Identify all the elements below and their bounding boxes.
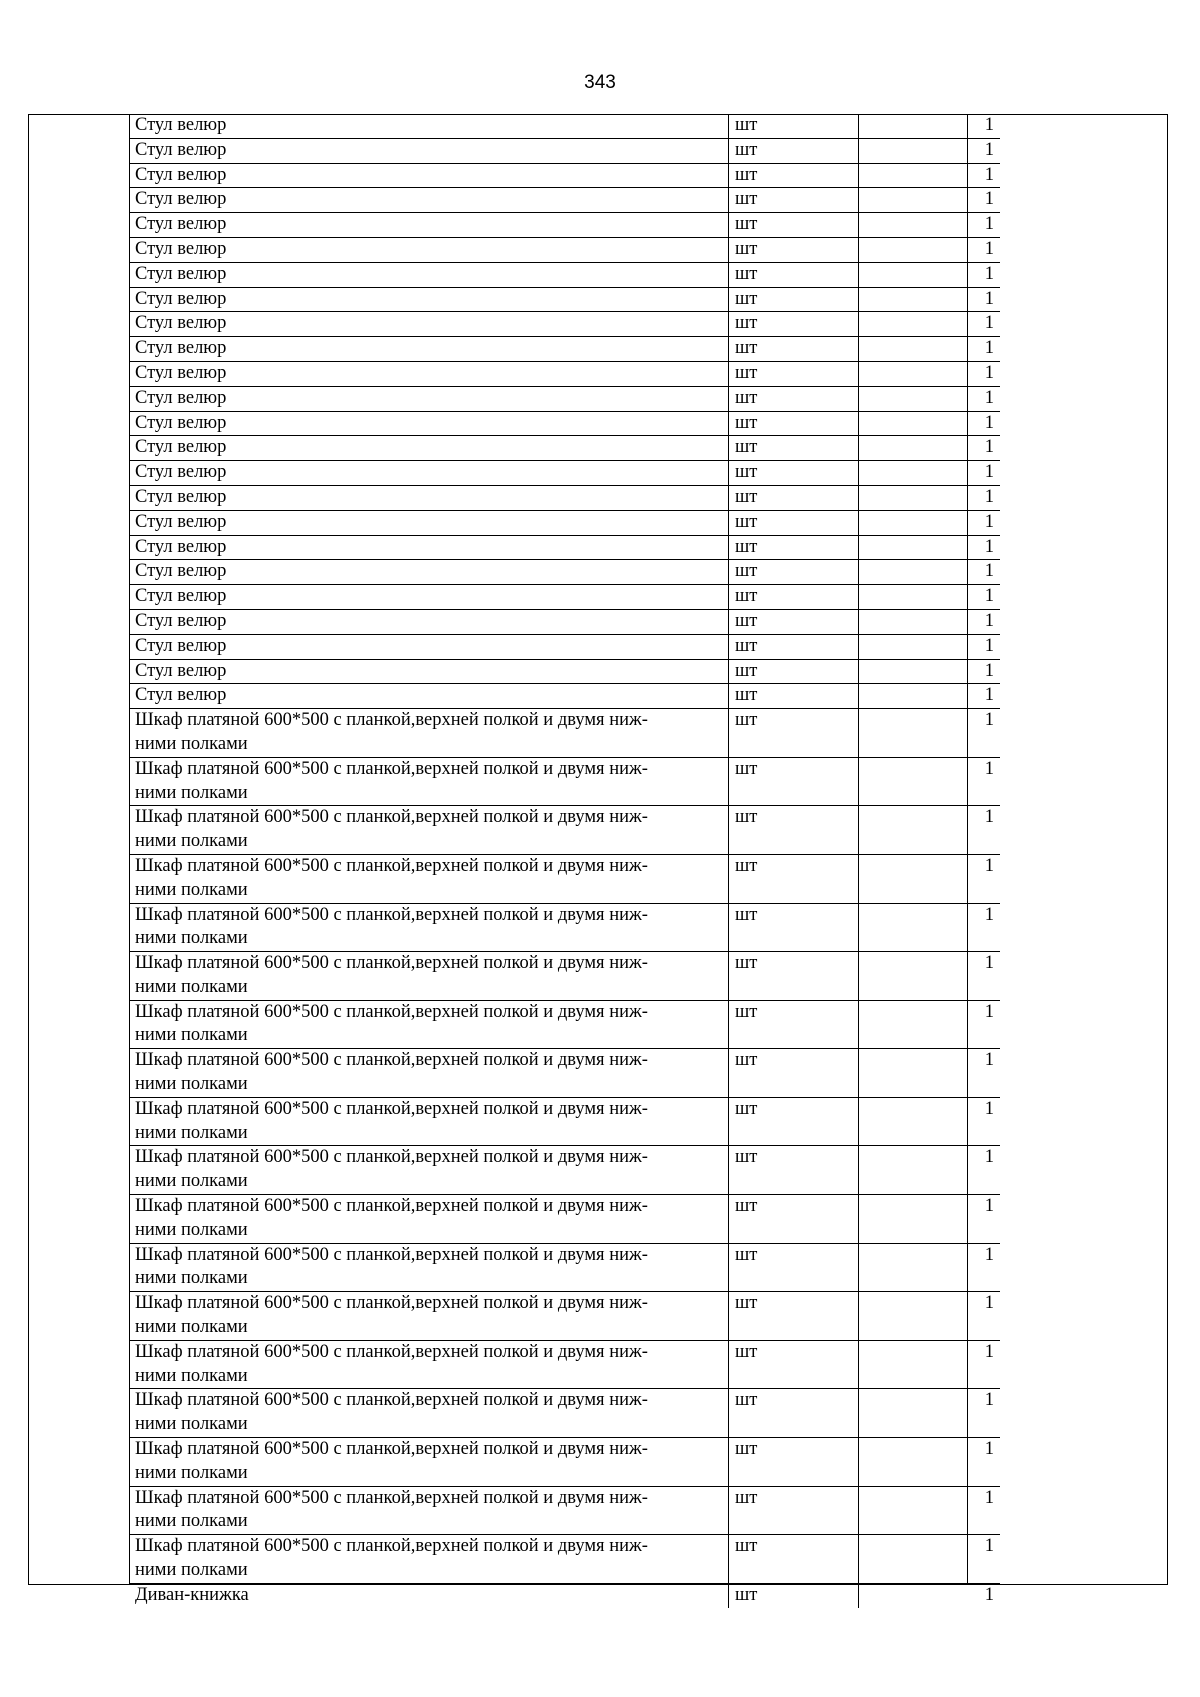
item-unit: шт bbox=[729, 386, 859, 411]
item-quantity: 1 bbox=[859, 1195, 1001, 1244]
item-quantity: 1 bbox=[859, 1049, 1001, 1098]
item-unit: шт bbox=[729, 560, 859, 585]
item-name: Шкаф платяной 600*500 с планкой,верхней полкой и двумя ниж- bbox=[135, 1487, 648, 1508]
item-unit: шт bbox=[729, 485, 859, 510]
item-name-cell bbox=[129, 952, 729, 1001]
item-name-cell bbox=[129, 609, 729, 634]
table-row bbox=[129, 485, 1000, 510]
item-name: Шкаф платяной 600*500 с планкой,верхней полкой и двумя ниж- bbox=[135, 1050, 648, 1071]
item-unit: шт bbox=[729, 510, 859, 535]
item-unit: шт bbox=[729, 1292, 859, 1341]
table-row bbox=[129, 684, 1000, 709]
item-name: Диван-книжка bbox=[135, 1584, 249, 1605]
item-unit: шт bbox=[729, 312, 859, 337]
table-row bbox=[129, 659, 1000, 684]
item-name: Шкаф платяной 600*500 с планкой,верхней полкой и двумя ниж- bbox=[135, 807, 648, 828]
item-name-cell bbox=[129, 337, 729, 362]
item-unit: шт bbox=[729, 1340, 859, 1389]
item-unit: шт bbox=[729, 806, 859, 855]
item-unit: шт bbox=[729, 411, 859, 436]
item-name-cell bbox=[129, 1389, 729, 1438]
item-quantity: 1 bbox=[859, 806, 1001, 855]
item-unit: шт bbox=[729, 461, 859, 486]
table-row bbox=[129, 757, 1000, 806]
item-name: Стул велюр bbox=[135, 338, 227, 359]
item-name: Шкаф платяной 600*500 с планкой,верхней полкой и двумя ниж- bbox=[135, 1439, 648, 1460]
table-row bbox=[129, 114, 1000, 138]
item-unit: шт bbox=[729, 1438, 859, 1487]
table-row bbox=[129, 1583, 1000, 1607]
item-name-continuation: ними полками bbox=[135, 1560, 248, 1581]
table-row bbox=[129, 262, 1000, 287]
item-name-cell bbox=[129, 1049, 729, 1098]
item-name: Стул велюр bbox=[135, 263, 227, 284]
item-name-cell bbox=[129, 757, 729, 806]
item-name-cell bbox=[129, 485, 729, 510]
item-name-cell bbox=[129, 411, 729, 436]
item-unit: шт bbox=[729, 585, 859, 610]
item-name-continuation: ними полками bbox=[135, 1511, 248, 1532]
item-unit: шт bbox=[729, 757, 859, 806]
item-name-cell bbox=[129, 1340, 729, 1389]
item-name-continuation: ними полками bbox=[135, 1074, 248, 1095]
item-name: Стул велюр bbox=[135, 511, 227, 532]
item-name-continuation: ними полками bbox=[135, 1171, 248, 1192]
item-name: Стул велюр bbox=[135, 561, 227, 582]
item-quantity: 1 bbox=[859, 1583, 1001, 1607]
table-row bbox=[129, 163, 1000, 188]
item-quantity: 1 bbox=[859, 163, 1001, 188]
item-name: Стул велюр bbox=[135, 586, 227, 607]
item-name-cell bbox=[129, 1438, 729, 1487]
item-name-cell bbox=[129, 213, 729, 238]
table-row bbox=[129, 1486, 1000, 1535]
table-row bbox=[129, 287, 1000, 312]
item-name: Стул велюр bbox=[135, 685, 227, 706]
item-quantity: 1 bbox=[859, 709, 1001, 758]
table-row bbox=[129, 1243, 1000, 1292]
table-row bbox=[129, 1000, 1000, 1049]
item-unit: шт bbox=[729, 1583, 859, 1607]
item-name-continuation: ними полками bbox=[135, 1268, 248, 1289]
item-name: Шкаф платяной 600*500 с планкой,верхней полкой и двумя ниж- bbox=[135, 1293, 648, 1314]
item-unit: шт bbox=[729, 609, 859, 634]
table-row bbox=[129, 337, 1000, 362]
item-name-cell bbox=[129, 1097, 729, 1146]
item-quantity: 1 bbox=[859, 213, 1001, 238]
item-unit: шт bbox=[729, 903, 859, 952]
item-name-continuation: ними полками bbox=[135, 1219, 248, 1240]
item-name-cell bbox=[129, 1535, 729, 1584]
item-unit: шт bbox=[729, 237, 859, 262]
item-name: Шкаф платяной 600*500 с планкой,верхней полкой и двумя ниж- bbox=[135, 758, 648, 779]
item-quantity: 1 bbox=[859, 854, 1001, 903]
item-name-cell bbox=[129, 287, 729, 312]
item-name: Шкаф платяной 600*500 с планкой,верхней полкой и двумя ниж- bbox=[135, 953, 648, 974]
item-name: Стул велюр bbox=[135, 139, 227, 160]
item-name: Стул велюр bbox=[135, 412, 227, 433]
item-quantity: 1 bbox=[859, 1292, 1001, 1341]
table-row bbox=[129, 237, 1000, 262]
table-row bbox=[129, 436, 1000, 461]
item-quantity: 1 bbox=[859, 1243, 1001, 1292]
item-name-continuation: ними полками bbox=[135, 976, 248, 997]
item-unit: шт bbox=[729, 213, 859, 238]
item-name-continuation: ними полками bbox=[135, 782, 248, 803]
item-quantity: 1 bbox=[859, 535, 1001, 560]
table-row bbox=[129, 1146, 1000, 1195]
item-unit: шт bbox=[729, 1000, 859, 1049]
table-row bbox=[129, 1340, 1000, 1389]
item-name-cell bbox=[129, 188, 729, 213]
item-quantity: 1 bbox=[859, 510, 1001, 535]
table-row bbox=[129, 609, 1000, 634]
table-row bbox=[129, 854, 1000, 903]
item-quantity: 1 bbox=[859, 609, 1001, 634]
item-unit: шт bbox=[729, 709, 859, 758]
item-name: Стул велюр bbox=[135, 437, 227, 458]
item-name: Стул велюр bbox=[135, 313, 227, 334]
item-name: Шкаф платяной 600*500 с планкой,верхней полкой и двумя ниж- bbox=[135, 1536, 648, 1557]
item-name-continuation: ними полками bbox=[135, 1462, 248, 1483]
item-name: Шкаф платяной 600*500 с планкой,верхней полкой и двумя ниж- bbox=[135, 1196, 648, 1217]
item-name: Шкаф платяной 600*500 с планкой,верхней полкой и двумя ниж- bbox=[135, 1244, 648, 1265]
item-unit: шт bbox=[729, 854, 859, 903]
item-name-cell bbox=[129, 262, 729, 287]
item-unit: шт bbox=[729, 1049, 859, 1098]
table-row bbox=[129, 510, 1000, 535]
item-name: Шкаф платяной 600*500 с планкой,верхней полкой и двумя ниж- bbox=[135, 855, 648, 876]
table-row bbox=[129, 411, 1000, 436]
table-row bbox=[129, 1389, 1000, 1438]
item-name-cell bbox=[129, 138, 729, 163]
item-name: Шкаф платяной 600*500 с планкой,верхней полкой и двумя ниж- bbox=[135, 1341, 648, 1362]
item-quantity: 1 bbox=[859, 684, 1001, 709]
item-name: Шкаф платяной 600*500 с планкой,верхней полкой и двумя ниж- bbox=[135, 710, 648, 731]
item-unit: шт bbox=[729, 1146, 859, 1195]
item-name: Стул велюр bbox=[135, 189, 227, 210]
item-name: Стул велюр bbox=[135, 462, 227, 483]
item-name-continuation: ними полками bbox=[135, 733, 248, 754]
item-name-cell bbox=[129, 163, 729, 188]
item-unit: шт bbox=[729, 1195, 859, 1244]
item-name-cell bbox=[129, 634, 729, 659]
item-unit: шт bbox=[729, 114, 859, 138]
table-row bbox=[129, 806, 1000, 855]
item-quantity: 1 bbox=[859, 1340, 1001, 1389]
table-row bbox=[129, 361, 1000, 386]
item-unit: шт bbox=[729, 188, 859, 213]
item-quantity: 1 bbox=[859, 1389, 1001, 1438]
item-quantity: 1 bbox=[859, 114, 1001, 138]
item-name-cell bbox=[129, 114, 729, 138]
item-unit: шт bbox=[729, 1389, 859, 1438]
item-name-cell bbox=[129, 1000, 729, 1049]
item-name: Шкаф платяной 600*500 с планкой,верхней полкой и двумя ниж- bbox=[135, 1390, 648, 1411]
item-name-cell bbox=[129, 1292, 729, 1341]
item-quantity: 1 bbox=[859, 287, 1001, 312]
item-quantity: 1 bbox=[859, 237, 1001, 262]
table-row bbox=[129, 312, 1000, 337]
item-quantity: 1 bbox=[859, 337, 1001, 362]
item-quantity: 1 bbox=[859, 757, 1001, 806]
item-name: Стул велюр bbox=[135, 115, 227, 135]
item-name: Шкаф платяной 600*500 с планкой,верхней полкой и двумя ниж- bbox=[135, 1098, 648, 1119]
item-name-cell bbox=[129, 1243, 729, 1292]
item-name-cell bbox=[129, 854, 729, 903]
item-name-continuation: ними полками bbox=[135, 879, 248, 900]
item-name-continuation: ними полками bbox=[135, 1414, 248, 1435]
item-unit: шт bbox=[729, 684, 859, 709]
item-name-cell bbox=[129, 237, 729, 262]
item-name-continuation: ними полками bbox=[135, 928, 248, 949]
item-name: Стул велюр bbox=[135, 536, 227, 557]
item-name-continuation: ними полками bbox=[135, 1317, 248, 1338]
item-unit: шт bbox=[729, 337, 859, 362]
item-name: Стул велюр bbox=[135, 288, 227, 309]
item-quantity: 1 bbox=[859, 1438, 1001, 1487]
table-row bbox=[129, 1195, 1000, 1244]
item-quantity: 1 bbox=[859, 436, 1001, 461]
item-quantity: 1 bbox=[859, 386, 1001, 411]
item-name-continuation: ними полками bbox=[135, 1025, 248, 1046]
item-unit: шт bbox=[729, 1486, 859, 1535]
item-unit: шт bbox=[729, 1243, 859, 1292]
item-name: Стул велюр bbox=[135, 214, 227, 235]
item-unit: шт bbox=[729, 952, 859, 1001]
item-quantity: 1 bbox=[859, 952, 1001, 1001]
table-row bbox=[129, 188, 1000, 213]
inventory-table bbox=[129, 114, 1000, 1608]
item-quantity: 1 bbox=[859, 312, 1001, 337]
table-row bbox=[129, 1438, 1000, 1487]
item-name: Стул велюр bbox=[135, 635, 227, 656]
table-row bbox=[129, 213, 1000, 238]
item-name-cell bbox=[129, 436, 729, 461]
table-row bbox=[129, 138, 1000, 163]
item-name: Стул велюр bbox=[135, 238, 227, 259]
item-name: Стул велюр bbox=[135, 610, 227, 631]
item-name-cell bbox=[129, 585, 729, 610]
item-name-cell bbox=[129, 386, 729, 411]
item-name-cell bbox=[129, 684, 729, 709]
table-row bbox=[129, 461, 1000, 486]
item-unit: шт bbox=[729, 659, 859, 684]
item-name-cell bbox=[129, 1486, 729, 1535]
item-name: Стул велюр bbox=[135, 660, 227, 681]
item-name-cell bbox=[129, 510, 729, 535]
item-name: Стул велюр bbox=[135, 486, 227, 507]
item-quantity: 1 bbox=[859, 485, 1001, 510]
item-unit: шт bbox=[729, 287, 859, 312]
table-row bbox=[129, 1049, 1000, 1098]
table-row bbox=[129, 560, 1000, 585]
item-name-cell bbox=[129, 560, 729, 585]
item-name-continuation: ними полками bbox=[135, 1122, 248, 1143]
item-quantity: 1 bbox=[859, 411, 1001, 436]
item-quantity: 1 bbox=[859, 361, 1001, 386]
item-quantity: 1 bbox=[859, 1097, 1001, 1146]
item-name-cell bbox=[129, 709, 729, 758]
item-name: Шкаф платяной 600*500 с планкой,верхней полкой и двумя ниж- bbox=[135, 1001, 648, 1022]
item-unit: шт bbox=[729, 138, 859, 163]
item-name-cell bbox=[129, 1146, 729, 1195]
item-unit: шт bbox=[729, 535, 859, 560]
item-quantity: 1 bbox=[859, 585, 1001, 610]
item-unit: шт bbox=[729, 361, 859, 386]
table-row bbox=[129, 585, 1000, 610]
table-row bbox=[129, 535, 1000, 560]
item-name-cell bbox=[129, 461, 729, 486]
item-name-cell bbox=[129, 535, 729, 560]
item-name-cell bbox=[129, 806, 729, 855]
item-unit: шт bbox=[729, 262, 859, 287]
item-quantity: 1 bbox=[859, 1146, 1001, 1195]
item-quantity: 1 bbox=[859, 461, 1001, 486]
item-unit: шт bbox=[729, 163, 859, 188]
table-row bbox=[129, 709, 1000, 758]
item-quantity: 1 bbox=[859, 262, 1001, 287]
inventory-table-body bbox=[129, 114, 1000, 1608]
page-number: 343 bbox=[584, 72, 616, 93]
item-unit: шт bbox=[729, 1097, 859, 1146]
table-row bbox=[129, 1292, 1000, 1341]
table-row bbox=[129, 1097, 1000, 1146]
item-name: Стул велюр bbox=[135, 362, 227, 383]
item-name: Стул велюр bbox=[135, 164, 227, 185]
item-name-continuation: ними полками bbox=[135, 831, 248, 852]
item-quantity: 1 bbox=[859, 1486, 1001, 1535]
table-row bbox=[129, 1535, 1000, 1584]
item-name: Шкаф платяной 600*500 с планкой,верхней полкой и двумя ниж- bbox=[135, 904, 648, 925]
item-quantity: 1 bbox=[859, 138, 1001, 163]
item-quantity: 1 bbox=[859, 560, 1001, 585]
item-unit: шт bbox=[729, 634, 859, 659]
table-row bbox=[129, 952, 1000, 1001]
item-name-continuation: ними полками bbox=[135, 1365, 248, 1386]
item-quantity: 1 bbox=[859, 659, 1001, 684]
item-name-cell bbox=[129, 903, 729, 952]
item-quantity: 1 bbox=[859, 1535, 1001, 1584]
item-name-cell bbox=[129, 659, 729, 684]
item-quantity: 1 bbox=[859, 188, 1001, 213]
item-quantity: 1 bbox=[859, 634, 1001, 659]
table-row bbox=[129, 903, 1000, 952]
table-row bbox=[129, 634, 1000, 659]
item-quantity: 1 bbox=[859, 903, 1001, 952]
item-name-cell bbox=[129, 1583, 729, 1607]
item-unit: шт bbox=[729, 436, 859, 461]
table-row bbox=[129, 386, 1000, 411]
item-name-cell bbox=[129, 1195, 729, 1244]
item-name-cell bbox=[129, 361, 729, 386]
item-name: Стул велюр bbox=[135, 387, 227, 408]
item-unit: шт bbox=[729, 1535, 859, 1584]
item-name-cell bbox=[129, 312, 729, 337]
item-name: Шкаф платяной 600*500 с планкой,верхней полкой и двумя ниж- bbox=[135, 1147, 648, 1168]
item-quantity: 1 bbox=[859, 1000, 1001, 1049]
